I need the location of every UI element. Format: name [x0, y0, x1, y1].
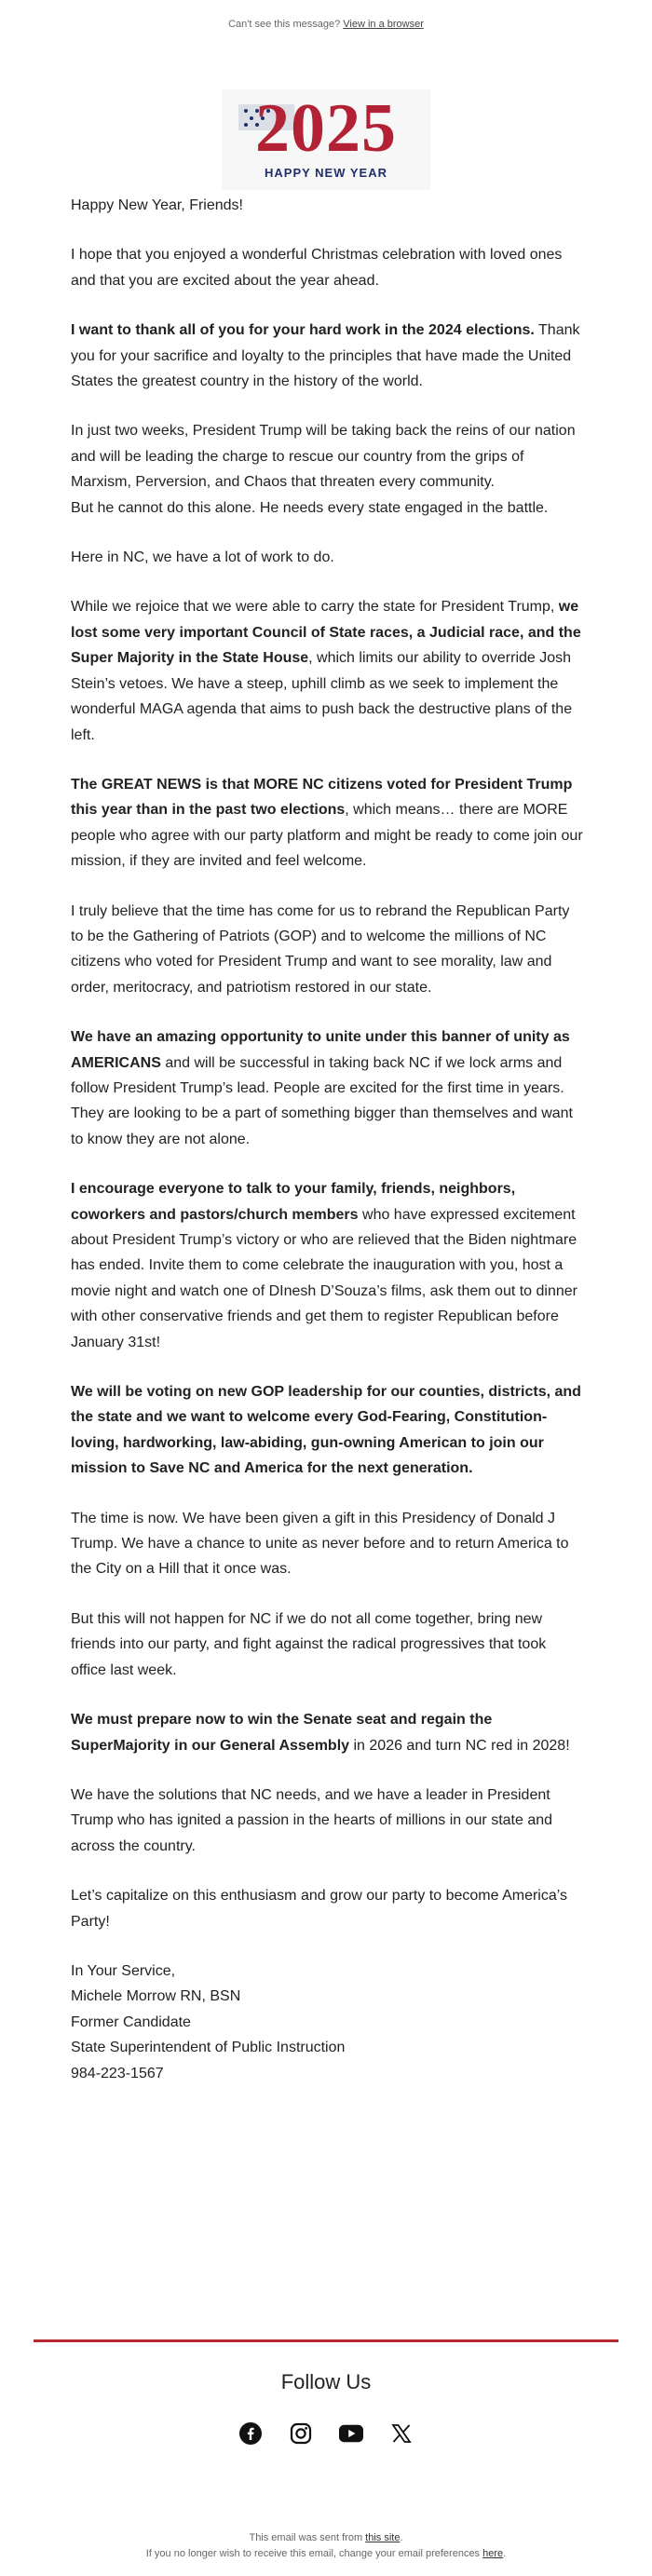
signature-phone: 984-223-1567 — [71, 2065, 164, 2081]
footer-sent-text: This email was sent from — [249, 2532, 366, 2543]
footer-sent-line — [0, 2530, 652, 2546]
signature-name: Michele Morrow RN, BSN — [71, 1988, 241, 2005]
this-site-link[interactable]: this site — [365, 2532, 401, 2543]
footer-unsub-text: If you no longer wish to receive this email, change your email preferences — [145, 2548, 483, 2559]
paragraph-5-text-b: , which limits our ability to override Josh Stein’s vetoes. We have a steep, uphill climb as we seek to implement the wonderful MAGA agenda that aims to push back the destructive plans of the left. — [71, 650, 573, 743]
follow-us-title: Follow Us — [280, 2370, 372, 2393]
paragraph-1: I hope that you enjoyed a wonderful Christmas celebration with loved ones and that you are excited about the year ahead. — [71, 247, 563, 289]
preferences-link[interactable]: here — [482, 2548, 504, 2559]
paragraph-9-text: who have expressed excitement about President Trump’s victory or who are relieved that the Biden nightmare has ended. Invite them to come celebrate the inauguration with you, host a movie night and watch one of DInesh D’Souza’s films, ask them out to dinner with other conservative friends and get them to register Republican before January 31st! — [71, 1206, 577, 1350]
paragraph-4: Here in NC, we have a lot of work to do. — [71, 549, 334, 566]
paragraph-13 — [71, 1707, 583, 1758]
paragraph-13-text: in 2026 and turn NC red in 2028! — [349, 1737, 570, 1754]
facebook-icon[interactable] — [238, 2421, 263, 2446]
paragraph-3-line-2: But he cannot do this alone. He needs every state engaged in the battle. — [71, 499, 549, 516]
paragraph-15: Let’s capitalize on this enthusiasm and grow our party to become America’s Party! — [71, 1888, 568, 1930]
paragraph-6-text: , which means… there are MORE people who agree with our party platform and might be ready to come join our mission, if they are invited and feel welcome. — [71, 802, 583, 870]
social-links — [0, 2421, 652, 2446]
paragraph-7: I truly believe that the time has come for us to rebrand the Republican Party to be the Gathering of Patriots (GOP) and to welcome the millions of NC citizens who voted for President Trump and want to see morality, law and order, meritocracy, and patriotism restored in our state. — [71, 902, 570, 996]
paragraph-5-text-a: While we rejoice that we were able to carry the state for President Trump, — [71, 599, 559, 616]
paragraph-10 — [71, 1379, 583, 1482]
paragraph-8 — [71, 1024, 583, 1152]
paragraph-11: The time is now. We have been given a gift in this Presidency of Donald J Trump. We have a chance to unite as never before and to return America to the City on a Hill that it once was. — [71, 1510, 569, 1578]
paragraph-6-bold: The GREAT NEWS is that MORE NC citizens voted for President Trump this year than in the past two elections — [71, 776, 573, 819]
greeting: Happy New Year, Friends! — [71, 197, 243, 213]
signature-role-1: Former Candidate — [71, 2013, 191, 2030]
paragraph-9-bold: I encourage everyone to talk to your family, friends, neighbors, coworkers and pastors/church members — [71, 1181, 516, 1223]
signature-role-2: State Superintendent of Public Instruction — [71, 2040, 346, 2056]
paragraph-8-bold: We have an amazing opportunity to unite under this banner of unity as AMERICANS — [71, 1029, 570, 1071]
paragraph-9 — [71, 1176, 583, 1355]
preheader-text: Can't see this message? — [228, 19, 341, 30]
paragraph-3 — [71, 418, 583, 521]
footer-sent-end: . — [400, 2532, 403, 2543]
signature-closing: In Your Service, — [71, 1962, 176, 1979]
new-year-logo — [222, 89, 430, 190]
logo-caption: HAPPY NEW YEAR — [265, 166, 387, 180]
preheader — [0, 19, 652, 30]
paragraph-14: We have the solutions that NC needs, and we have a leader in President Trump who has ignited a passion in the hearts of millions in our state and across the country. — [71, 1786, 553, 1854]
paragraph-2-text: Thank you for your sacrifice and loyalty to the principles that have made the United States the greatest country in the history of the world. — [71, 322, 580, 390]
footer-unsub-end: . — [503, 2548, 507, 2559]
signature — [71, 1959, 583, 2086]
logo-year: 2025 — [255, 90, 397, 167]
youtube-icon[interactable] — [339, 2421, 363, 2446]
view-in-browser-link[interactable]: View in a browser — [343, 19, 424, 30]
paragraph-8-text: and will be successful in taking back NC if we lock arms and follow President Trump’s lead. People are excited for the first time in years. They are looking to be a part of something bigger than themselves and want to know they are not alone. — [71, 1054, 573, 1147]
paragraph-3-line-1: In just two weeks, President Trump will be taking back the reins of our nation and will be leading the charge to rescue our country from the grips of Marxism, Perversion, and Chaos that threaten every community. — [71, 423, 576, 491]
letter-body — [71, 193, 583, 2086]
paragraph-5-bold: we lost some very important Council of State races, a Judicial race, and the Super Majority in the State House — [71, 599, 581, 667]
paragraph-12: But this will not happen for NC if we do not all come together, bring new friends into our party, and fight against the radical progressives that took office last week. — [71, 1610, 547, 1678]
x-icon[interactable] — [389, 2421, 414, 2446]
paragraph-2-bold: I want to thank all of you for your hard work in the 2024 elections. — [71, 322, 535, 339]
instagram-icon[interactable] — [289, 2421, 313, 2446]
paragraph-6 — [71, 772, 583, 874]
paragraph-13-bold: We must prepare now to win the Senate seat and regain the SuperMajority in our General Assembly — [71, 1712, 493, 1754]
paragraph-5 — [71, 594, 583, 747]
footer — [0, 2530, 652, 2562]
paragraph-10-bold: We will be voting on new GOP leadership for our counties, districts, and the state and we want to welcome every God-Fearing, Constitution-loving, hardworking, law-abiding, gun-owning American to join our mission to Save NC and America for the next generation. — [71, 1384, 581, 1477]
footer-unsubscribe-line — [0, 2546, 652, 2562]
paragraph-2 — [71, 318, 583, 394]
divider — [34, 2339, 618, 2342]
